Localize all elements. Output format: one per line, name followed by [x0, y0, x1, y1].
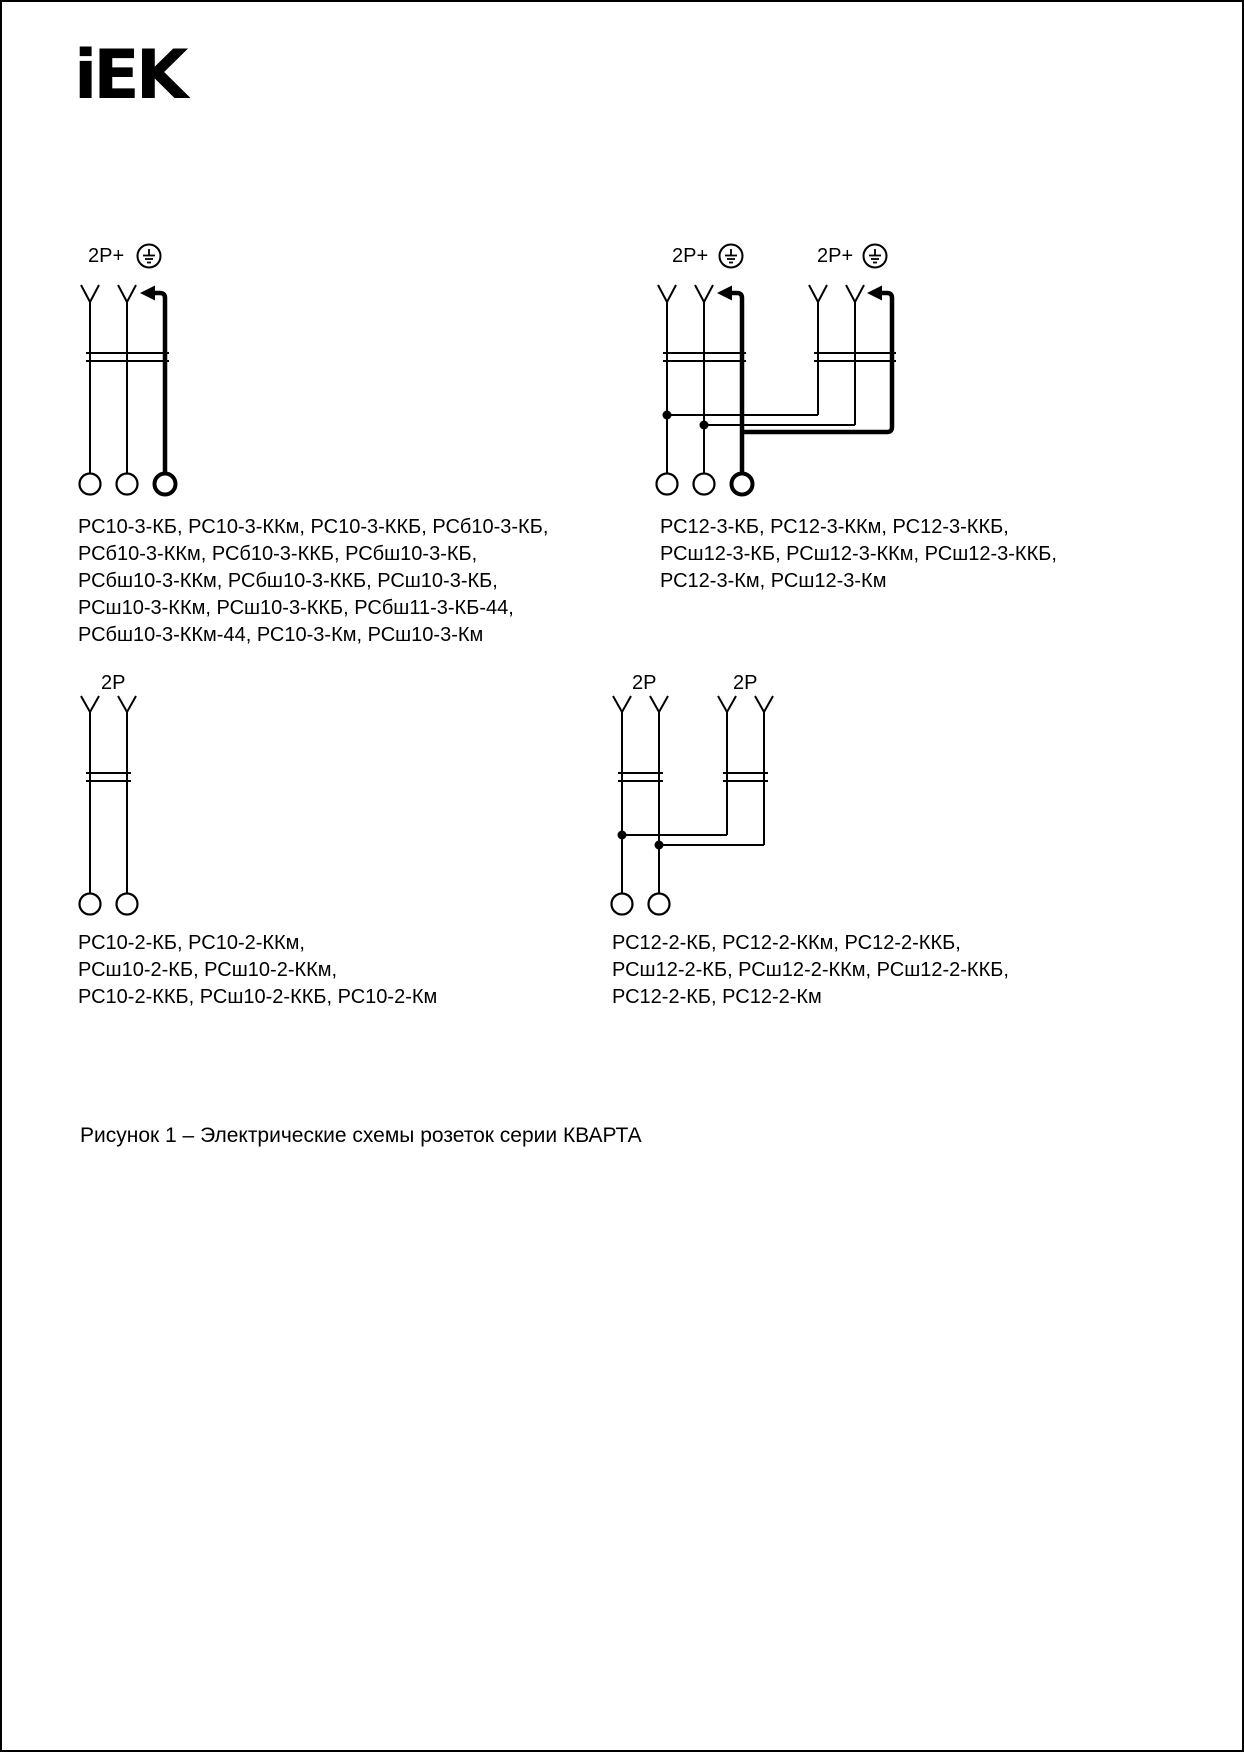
- pole-count-label: 2P+: [672, 245, 709, 267]
- earth-contact-hole: [732, 474, 753, 495]
- contact-hole: [657, 474, 678, 495]
- schematic-single-socket: [80, 696, 138, 915]
- pole-count-label: 2P: [733, 672, 758, 694]
- model-line: РС12-2-КБ, РС12-2-Км: [612, 986, 822, 1008]
- terminal-fork-icon: [81, 285, 99, 302]
- earth-icon: [138, 245, 161, 268]
- model-line: РСш10-2-КБ, РСш10-2-ККм,: [78, 959, 338, 981]
- model-line: РС10-3-КБ, РС10-3-ККм, РС10-3-ККБ, РСб10-3-КБ,: [78, 516, 549, 538]
- earth-icon: [720, 245, 743, 268]
- contact-hole: [117, 894, 138, 915]
- contact-hole: [80, 894, 101, 915]
- pole-count-label: 2P: [101, 672, 126, 694]
- model-line: РС12-2-КБ, РС12-2-ККм, РС12-2-ККБ,: [612, 932, 961, 954]
- pole-count-label: 2P+: [88, 245, 125, 267]
- model-line: РСбш10-3-ККм, РСбш10-3-ККБ, РСш10-3-КБ,: [78, 570, 498, 592]
- model-line: РСш12-2-КБ, РСш12-2-ККм, РСш12-2-ККБ,: [612, 959, 1009, 981]
- figure-caption: Рисунок 1 – Электрические схемы розеток серии КВАРТА: [80, 1124, 642, 1147]
- contact-hole: [612, 894, 633, 915]
- model-list-double-unearthed: [612, 930, 1009, 1011]
- schematics-canvas: [2, 2, 1244, 1752]
- contact-hole: [649, 894, 670, 915]
- model-line: РСб10-3-ККм, РСб10-3-ККБ, РСбш10-3-КБ,: [78, 543, 478, 565]
- earth-icon: [864, 245, 887, 268]
- pole-count-label: 2P: [632, 672, 657, 694]
- iek-logo: iEK: [74, 36, 185, 115]
- earth-wire: [726, 293, 742, 473]
- contact-hole: [117, 474, 138, 495]
- model-line: РС10-2-ККБ, РСш10-2-ККБ, РС10-2-Км: [78, 986, 438, 1008]
- earth-arrow-icon: [867, 286, 882, 301]
- terminal-fork-icon: [118, 696, 136, 712]
- model-line: РС12-3-Км, РСш12-3-Км: [660, 570, 887, 592]
- schematic-double-socket-earthed: [657, 285, 897, 495]
- terminal-fork-icon: [650, 696, 668, 712]
- terminal-fork-icon: [118, 285, 136, 302]
- junction-dot: [618, 831, 627, 840]
- model-line: РСш10-3-ККм, РСш10-3-ККБ, РСбш11-3-КБ-44,: [78, 597, 514, 619]
- schematic-double-socket: [612, 696, 774, 915]
- pole-count-label: 2P+: [817, 245, 854, 267]
- junction-dot: [663, 411, 672, 420]
- earth-arrow-icon: [717, 286, 732, 301]
- terminal-fork-icon: [81, 696, 99, 712]
- contact-hole: [80, 474, 101, 495]
- contact-hole: [694, 474, 715, 495]
- earth-contact-hole: [155, 474, 176, 495]
- model-line: РСш12-3-КБ, РСш12-3-ККм, РСш12-3-ККБ,: [660, 543, 1057, 565]
- terminal-fork-icon: [718, 696, 736, 712]
- terminal-fork-icon: [695, 285, 713, 302]
- junction-dot: [700, 421, 709, 430]
- terminal-fork-icon: [658, 285, 676, 302]
- terminal-fork-icon: [613, 696, 631, 712]
- model-list-double-earthed: [660, 514, 1057, 595]
- model-list-single-unearthed: [78, 930, 437, 1011]
- model-line: РС12-3-КБ, РС12-3-ККм, РС12-3-ККБ,: [660, 516, 1009, 538]
- model-line: РС10-2-КБ, РС10-2-ККм,: [78, 932, 305, 954]
- earth-arrow-icon: [140, 286, 155, 301]
- earth-wire: [149, 293, 165, 473]
- junction-dot: [655, 841, 664, 850]
- terminal-fork-icon: [809, 285, 827, 302]
- terminal-fork-icon: [755, 696, 773, 712]
- schematic-single-socket-earthed: [80, 285, 176, 495]
- terminal-fork-icon: [846, 285, 864, 302]
- model-line: РСбш10-3-ККм-44, РС10-3-Км, РСш10-3-Км: [78, 624, 484, 646]
- model-list-single-earthed: [78, 514, 548, 649]
